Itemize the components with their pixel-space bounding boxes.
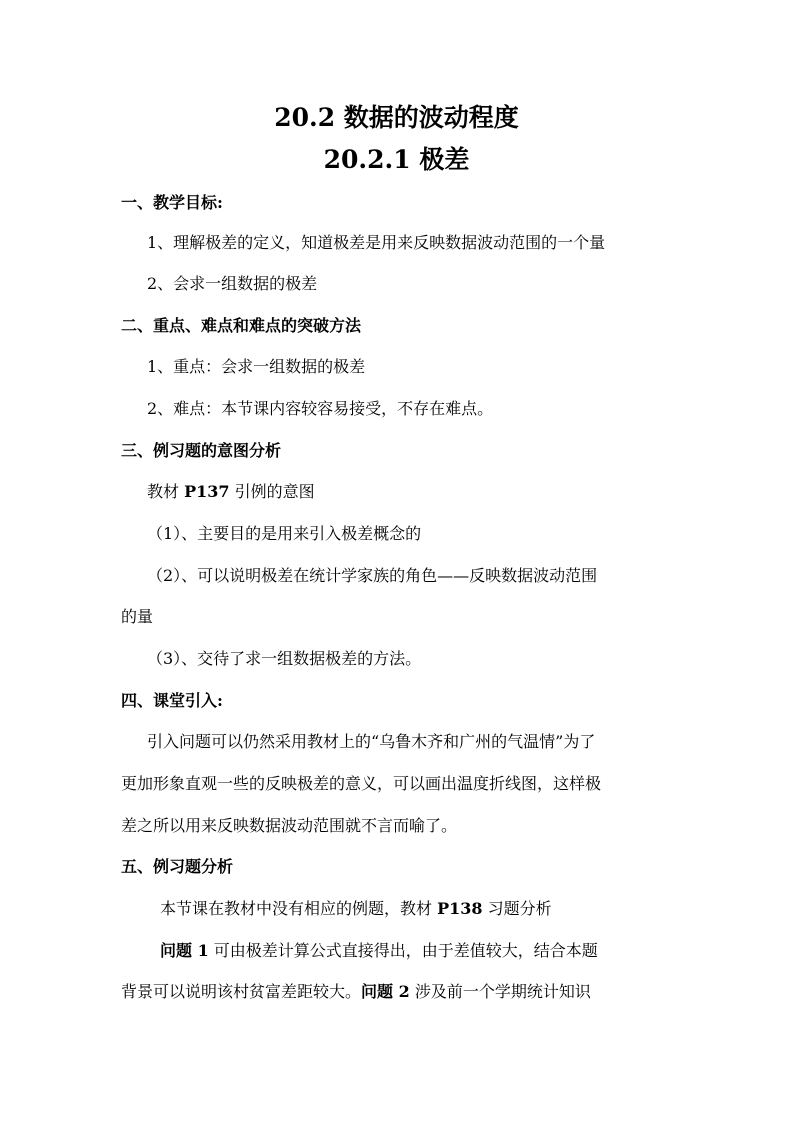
exercise-analysis-line [160, 940, 598, 962]
intro-prefix: 教材 [147, 482, 185, 501]
textbook-page-ref: P138 [437, 899, 483, 918]
keypoint-item: 2、难点：本节课内容较容易接受，不存在难点。 [147, 399, 494, 418]
intro-suffix: 引例的意图 [229, 482, 315, 501]
document-title: 20.2 数据的波动程度 [274, 103, 519, 132]
line1-suffix: 习题分析 [482, 899, 552, 918]
example-intent-item-continued: 的量 [121, 607, 154, 626]
question-label: 问题 2 [361, 982, 410, 1001]
question-text: 可由极差计算公式直接得出，由于差值较大，结合本题 [208, 941, 598, 960]
example-intent-intro [147, 481, 315, 503]
section-heading-keypoints: 二、重点、难点和难点的突破方法 [121, 316, 362, 335]
example-intent-item: （2）、可以说明极差在统计学家族的角色——反映数据波动范围 [147, 566, 598, 585]
exercise-analysis-line [121, 981, 591, 1003]
example-intent-item: （3）、交待了求一组数据极差的方法。 [147, 649, 422, 668]
lesson-intro-line: 引入问题可以仍然采用教材上的“乌鲁木齐和广州的气温情”为了 [147, 732, 596, 751]
lesson-intro-line: 更加形象直观一些的反映极差的意义，可以画出温度折线图，这样极 [121, 774, 602, 793]
question-text: 涉及前一个学期统计知识 [409, 982, 591, 1001]
section-heading-objectives: 一、教学目标: [121, 193, 223, 212]
lesson-intro-line: 差之所以用来反映数据波动范围就不言而喻了。 [121, 816, 458, 835]
textbook-page-ref: P137 [184, 482, 230, 501]
section-heading-lesson-intro: 四、课堂引入: [121, 691, 223, 710]
example-intent-item: （1）、主要目的是用来引入极差概念的 [147, 524, 422, 543]
objective-item: 1、理解极差的定义，知道极差是用来反映数据波动范围的一个量 [147, 233, 606, 252]
objective-item: 2、会求一组数据的极差 [147, 274, 318, 293]
section-heading-example-intent: 三、例习题的意图分析 [121, 441, 282, 460]
section-heading-exercise-analysis: 五、例习题分析 [121, 857, 234, 876]
keypoint-item: 1、重点：会求一组数据的极差 [147, 357, 366, 376]
document-subtitle: 20.2.1 极差 [323, 145, 470, 174]
question-text: 背景可以说明该村贫富差距较大。 [121, 982, 362, 1001]
question-label: 问题 1 [160, 941, 209, 960]
exercise-analysis-line [160, 898, 552, 920]
line1-prefix: 本节课在教材中没有相应的例题，教材 [160, 899, 438, 918]
